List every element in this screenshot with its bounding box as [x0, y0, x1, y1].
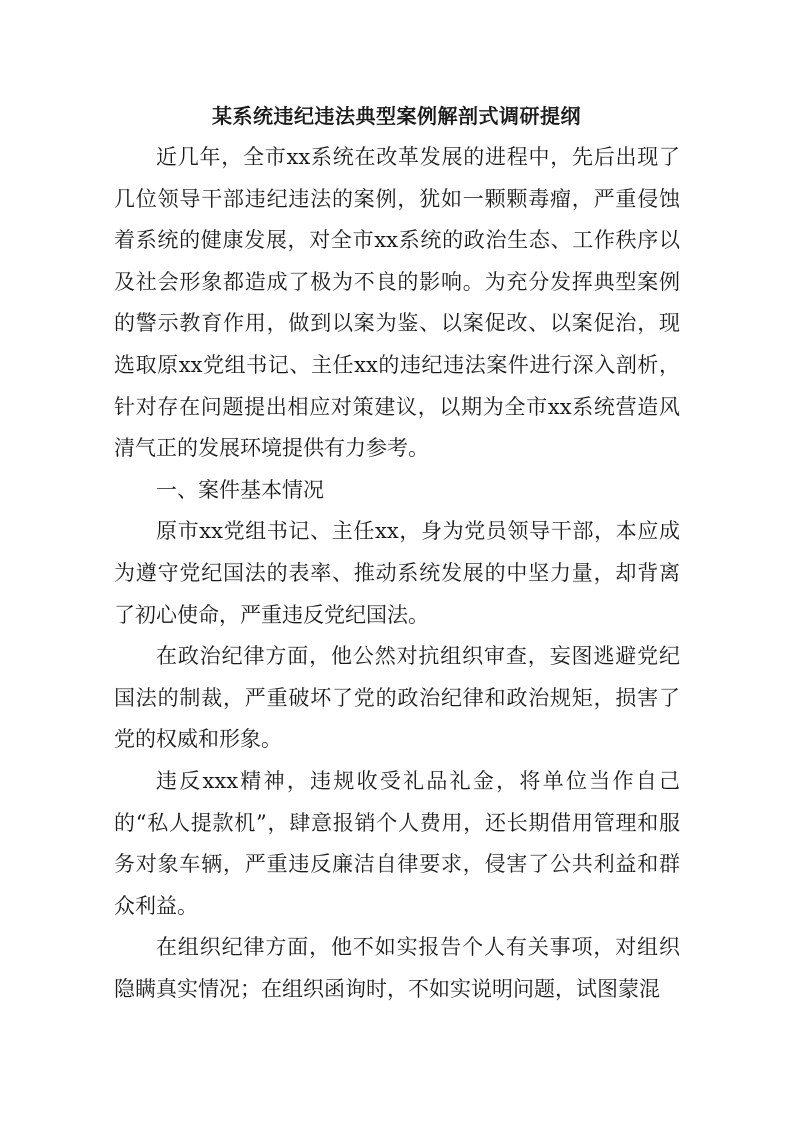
document-body [114, 137, 680, 1010]
paragraph-organizational-discipline: 在组织纪律方面，他不如实报告个人有关事项，对组织隐瞒真实情况；在组织函询时，不如实说明问题，试图蒙混 [114, 935, 680, 1001]
paragraph-background: 原市xx党组书记、主任xx，身为党员领导干部，本应成为遵守党纪国法的表率、推动系统发展的中坚力量，却背离了初心使命，严重违反党纪国法。 [114, 519, 680, 627]
paragraph-integrity-violation: 违反xxx精神，违规收受礼品礼金，将单位当作自己的“私人提款机”，肆意报销个人费用，还长期借用管理和服务对象车辆，严重违反廉洁自律要求，侵害了公共利益和群众利益。 [114, 768, 680, 918]
paragraph-intro: 近几年，全市xx系统在改革发展的进程中，先后出现了几位领导干部违纪违法的案例，犹如一颗颗毒瘤，严重侵蚀着系统的健康发展，对全市xx系统的政治生态、工作秩序以及社会形象都造成了极为不良的影响。为充分发挥典型案例的警示教育作用，做到以案为鉴、以案促改、以案促治，现选取原xx党组书记、主任xx的违纪违法案件进行深入剖析，针对存在问题提出相应对策建议，以期为全市xx系统营造风清气正的发展环境提供有力参考。 [114, 145, 680, 461]
document-title: 某系统违纪违法典型案例解剖式调研提纲 [212, 104, 581, 128]
paragraph-political-discipline: 在政治纪律方面，他公然对抗组织审查，妄图逃避党纪国法的制裁，严重破坏了党的政治纪律和政治规矩，损害了党的权威和形象。 [114, 644, 680, 752]
section-heading-1: 一、案件基本情况 [156, 477, 324, 502]
